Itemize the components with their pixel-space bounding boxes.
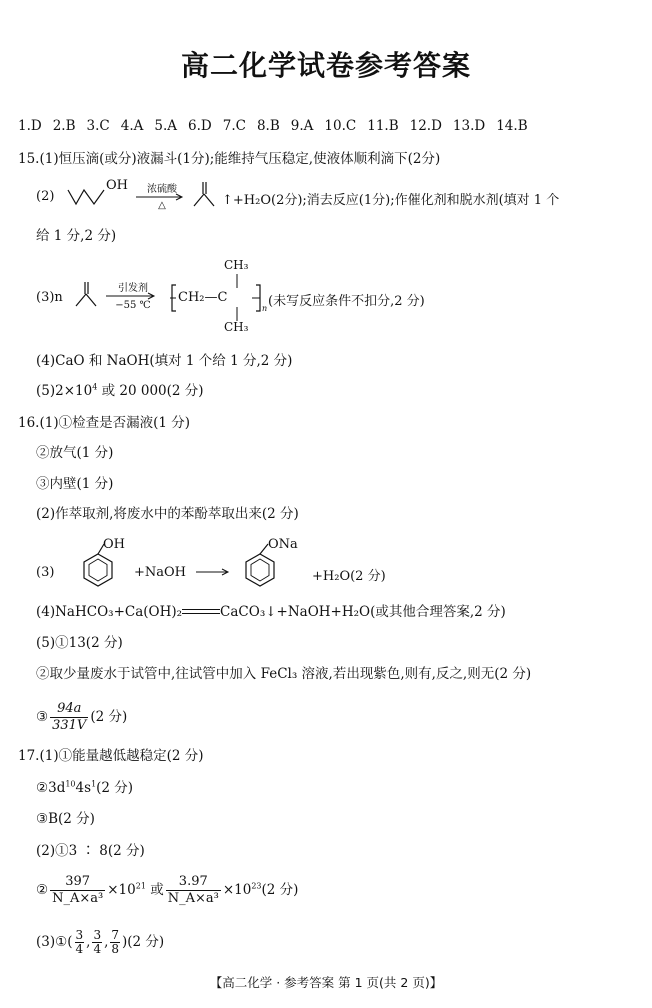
q17-part2b-mid: ×10 — [222, 882, 252, 898]
q15-polymer-n: n — [262, 304, 268, 313]
q15-part2-text: ↑+H₂O(2分);消去反应(1分);作催化剂和脱水剂(填对 1 个 — [222, 193, 560, 208]
q17-fraction-1-numerator: 397 — [50, 874, 105, 891]
choice-answer: 13.D — [452, 118, 486, 134]
q15-polymer-chain: CH₂—C — [178, 290, 228, 305]
isobutene-monomer-icon — [74, 280, 100, 310]
q17-part1b — [36, 779, 133, 797]
q17-part1b-a: ②3d — [36, 780, 66, 796]
q17-fraction-2 — [166, 874, 221, 907]
q16-part1c: ③内壁(1 分) — [36, 476, 114, 492]
q17-sup-1: 10 — [65, 779, 76, 789]
equals-double-line — [182, 606, 220, 614]
q15-methyl-top: CH₃ — [224, 258, 249, 272]
q16-phenol-oh: OH — [103, 537, 125, 552]
choice-answer: 8.B — [256, 118, 280, 134]
q15-temperature-label: −55 ℃ — [115, 300, 151, 311]
q16-part5: (5)①13(2 分) — [36, 635, 123, 651]
q17-fraction-1-denominator: N_A×a³ — [52, 891, 104, 906]
q15-initiator-label: 引发剂 — [118, 283, 148, 294]
choice-answer: 2.B — [52, 118, 76, 134]
q15-part3-label: (3)n — [36, 290, 63, 305]
q16-part5c-pre: ③ — [36, 709, 49, 725]
page-title: 高二化学试卷参考答案 — [180, 49, 471, 82]
choice-answer: 3.C — [86, 118, 110, 134]
q15-part5-a: (5)2×10 — [36, 383, 93, 399]
reaction-arrow-icon — [196, 568, 232, 576]
q17-part1c: ③B(2 分) — [36, 811, 95, 827]
q15-part5 — [36, 382, 204, 400]
q15-part2-continued: 给 1 分,2 分) — [36, 228, 117, 244]
q17-coord-1 — [75, 929, 85, 956]
q17-part3: (3)①( $\frac{3}{4}$ , $\frac{3}{4}$ , $\frac{7}{8}$ )(2 分) — [36, 928, 165, 956]
q17-coord-3-numerator: 7 — [111, 928, 120, 942]
q15-part1: 15.(1)恒压滴(或分)液漏斗(1分);能维持气压稳定,使液体顺利滴下(2分) — [18, 151, 441, 167]
choice-answer: 4.A — [120, 118, 144, 134]
q17-part2b — [36, 872, 298, 908]
sodium-phenoxide-ring-icon — [238, 548, 278, 598]
q17-exponent-2: 23 — [251, 881, 262, 891]
polymerization-arrow-icon — [106, 292, 158, 300]
page-footer: 【高二化学 · 参考答案 第 1 页(共 2 页)】 — [209, 975, 443, 990]
q16-part1b: ②放气(1 分) — [36, 445, 114, 461]
q15-hydroxyl-label: OH — [106, 178, 128, 193]
isobutene-structure-icon — [192, 180, 218, 210]
q15-part5-sup: 4 — [92, 382, 98, 392]
q17-coord-1-denominator: 4 — [75, 942, 84, 956]
q16-part5c-post: (2 分) — [90, 709, 128, 725]
q17-coord-3-denominator: 8 — [111, 942, 120, 956]
choice-answer: 11.B — [367, 118, 399, 134]
q15-part5-b: 或 20 000(2 分) — [97, 383, 204, 399]
q17-part2: (2)①3 ∶ 8(2 分) — [36, 843, 145, 859]
q15-part3-note: (未写反应条件不扣分,2 分) — [268, 294, 425, 309]
q17-coord-2-numerator: 3 — [93, 928, 102, 942]
q17-part3-post: )(2 分) — [122, 934, 165, 950]
choice-answer: 7.C — [222, 118, 246, 134]
q16-part2: (2)作萃取剂,将废水中的苯酚萃取出来(2 分) — [36, 506, 299, 522]
choice-answer: 1.D — [18, 118, 42, 134]
q16-fraction-numerator: 94a — [50, 701, 88, 718]
q16-fraction — [50, 701, 88, 734]
choice-answer: 12.D — [409, 118, 442, 134]
q17-coord-2 — [92, 929, 102, 956]
q17-sup-2: 1 — [91, 779, 97, 789]
q17-part2b-or: 或 — [145, 882, 164, 898]
q17-fraction-2-denominator: N_A×a³ — [167, 891, 219, 906]
q15-part4: (4)CaO 和 NaOH(填对 1 个给 1 分,2 分) — [36, 353, 293, 369]
choice-answers — [18, 118, 539, 134]
q15-condition-top: 浓硫酸 — [147, 184, 177, 195]
choice-answer: 14.B — [496, 118, 528, 134]
q16-part4-a: (4)NaHCO₃+Ca(OH)₂ — [36, 604, 183, 620]
phenol-ring-icon — [76, 548, 116, 598]
choice-answer: 10.C — [324, 118, 357, 134]
q16-part3-label: (3) — [36, 565, 55, 580]
choice-answer: 5.A — [154, 118, 178, 134]
choice-answer: 6.D — [188, 118, 212, 134]
q16-water-end: +H₂O(2 分) — [312, 569, 386, 584]
q17-coord-1-numerator: 3 — [75, 928, 84, 942]
q17-fraction-1 — [50, 874, 105, 907]
q17-part1: 17.(1)①能量越低越稳定(2 分) — [18, 748, 204, 764]
q15-methyl-bottom: CH₃ — [224, 320, 249, 334]
q15-part2-label: (2) — [36, 189, 55, 204]
q16-fraction-denominator: 331V — [52, 718, 87, 733]
q17-part2b-mid: ×10 — [107, 882, 136, 898]
q16-part5c — [36, 700, 127, 734]
q17-coord-3 — [110, 929, 120, 956]
q15-condition-bottom: △ — [158, 200, 166, 211]
q17-part3-pre: (3)①( — [36, 934, 73, 950]
q16-phenoxide-ona: ONa — [268, 537, 298, 552]
q17-part2b-post: (2 分) — [261, 882, 299, 898]
q17-exponent-1: 21 — [135, 881, 146, 891]
choice-answer: 9.A — [290, 118, 314, 134]
q17-fraction-2-numerator: 3.97 — [166, 874, 221, 891]
q16-part5b: ②取少量废水于试管中,往试管中加入 FeCl₃ 溶液,若出现紫色,则有,反之,则无(2 分) — [36, 666, 532, 682]
q16-part1: 16.(1)①检查是否漏液(1 分) — [18, 415, 191, 431]
q17-coord-2-denominator: 4 — [93, 942, 102, 956]
q16-part4-b: CaCO₃↓+NaOH+H₂O(或其他合理答案,2 分) — [220, 604, 506, 620]
q16-part4 — [36, 603, 506, 621]
q17-part1b-c: (2 分) — [96, 780, 134, 796]
q16-naoh: +NaOH — [134, 565, 187, 580]
q17-part2b-pre: ② — [36, 882, 49, 898]
q17-part1b-b: 4s — [75, 780, 92, 796]
